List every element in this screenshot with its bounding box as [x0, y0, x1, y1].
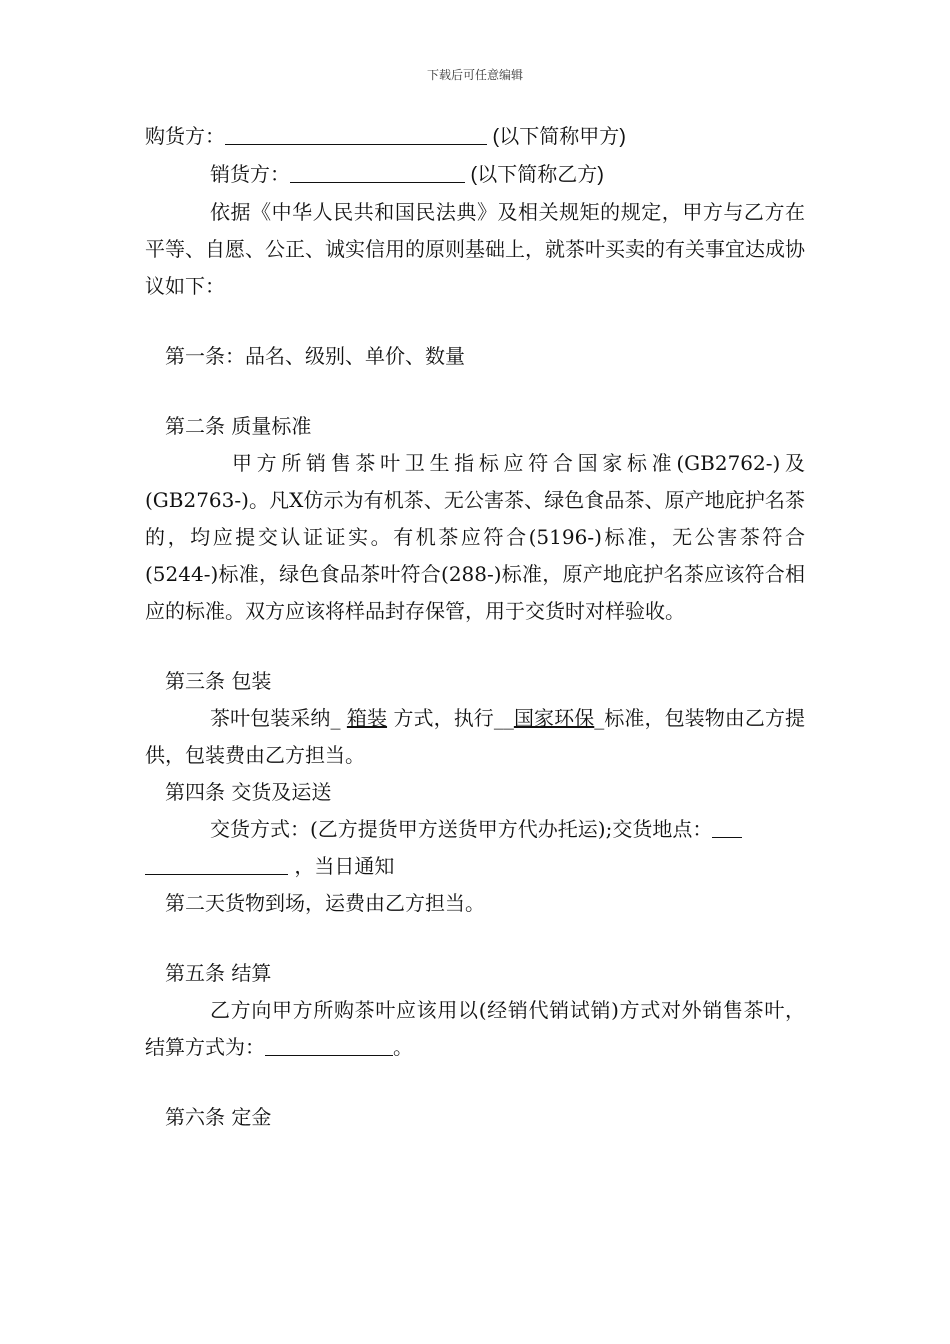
intro-paragraph: 依据《中华人民共和国民法典》及相关规矩的规定，甲方与乙方在平等、自愿、公正、诚实信用的原则基础上，就茶叶买卖的有关事宜达成协议如下：	[145, 200, 805, 298]
article-2-title: 第二条 质量标准	[165, 414, 312, 438]
article-1-title: 第一条：品名、级别、单价、数量	[165, 344, 465, 368]
buyer-suffix: (以下简称甲方)	[487, 126, 626, 148]
article-4-suffix: ，当日通知	[288, 854, 395, 878]
page-header: 下载后可任意编辑	[426, 68, 523, 82]
contract-body	[145, 118, 805, 1136]
article-3-title: 第三条 包装	[165, 669, 272, 693]
article-3-prefix: 茶叶包装采纳_	[210, 706, 347, 730]
buyer-label: 购货方：	[145, 124, 225, 148]
article-5-body	[145, 992, 805, 1066]
article-4-body-cont	[145, 848, 805, 885]
article-4-body	[145, 811, 805, 848]
article-3-mid: 方式，执行__	[387, 706, 514, 730]
article-4-prefix: 交货方式：(乙方提货甲方送货甲方代办托运);交货地点：	[210, 817, 713, 841]
article-4-title: 第四条 交货及运送	[165, 780, 332, 804]
seller-line	[145, 156, 805, 194]
article-5-title: 第五条 结算	[165, 961, 272, 985]
packaging-method: 箱装	[346, 706, 388, 730]
packaging-standard: 国家环保	[513, 706, 595, 730]
article-5-suffix: 。	[393, 1035, 413, 1059]
seller-suffix: (以下简称乙方)	[465, 164, 604, 186]
buyer-blank[interactable]	[225, 126, 487, 145]
article-2-body: 甲方所销售茶叶卫生指标应符合国家标准(GB2762-)及(GB2763-)。凡X仿示为有机茶、无公害茶、绿色食品茶、原产地庇护名茶的，均应提交认证证实。有机茶应符合(5196-)标准，无公害茶符合(5244-)标准，绿色食品茶叶符合(288-)标准，原产地庇护名茶应该符合相应的标准。双方应该将样品封存保管，用于交货时对样验收。	[145, 451, 805, 623]
delivery-place-blank-2[interactable]	[145, 856, 288, 875]
article-5-prefix: 乙方向甲方所购茶叶应该用以(经销代销试销)方式对外销售茶叶，结算方式为：	[145, 998, 805, 1059]
delivery-place-blank-1[interactable]	[712, 819, 742, 838]
settlement-method-blank[interactable]	[265, 1037, 393, 1056]
seller-blank[interactable]	[290, 164, 465, 183]
article-3-body	[145, 700, 805, 774]
buyer-line	[145, 118, 805, 156]
article-6-title: 第六条 定金	[165, 1105, 272, 1129]
article-3-suffix: _标准，包装物由乙方提供，包装费由乙方担当。	[145, 706, 806, 767]
article-4-continuation: 第二天货物到场，运费由乙方担当。	[165, 891, 485, 915]
seller-label: 销货方：	[210, 162, 290, 186]
